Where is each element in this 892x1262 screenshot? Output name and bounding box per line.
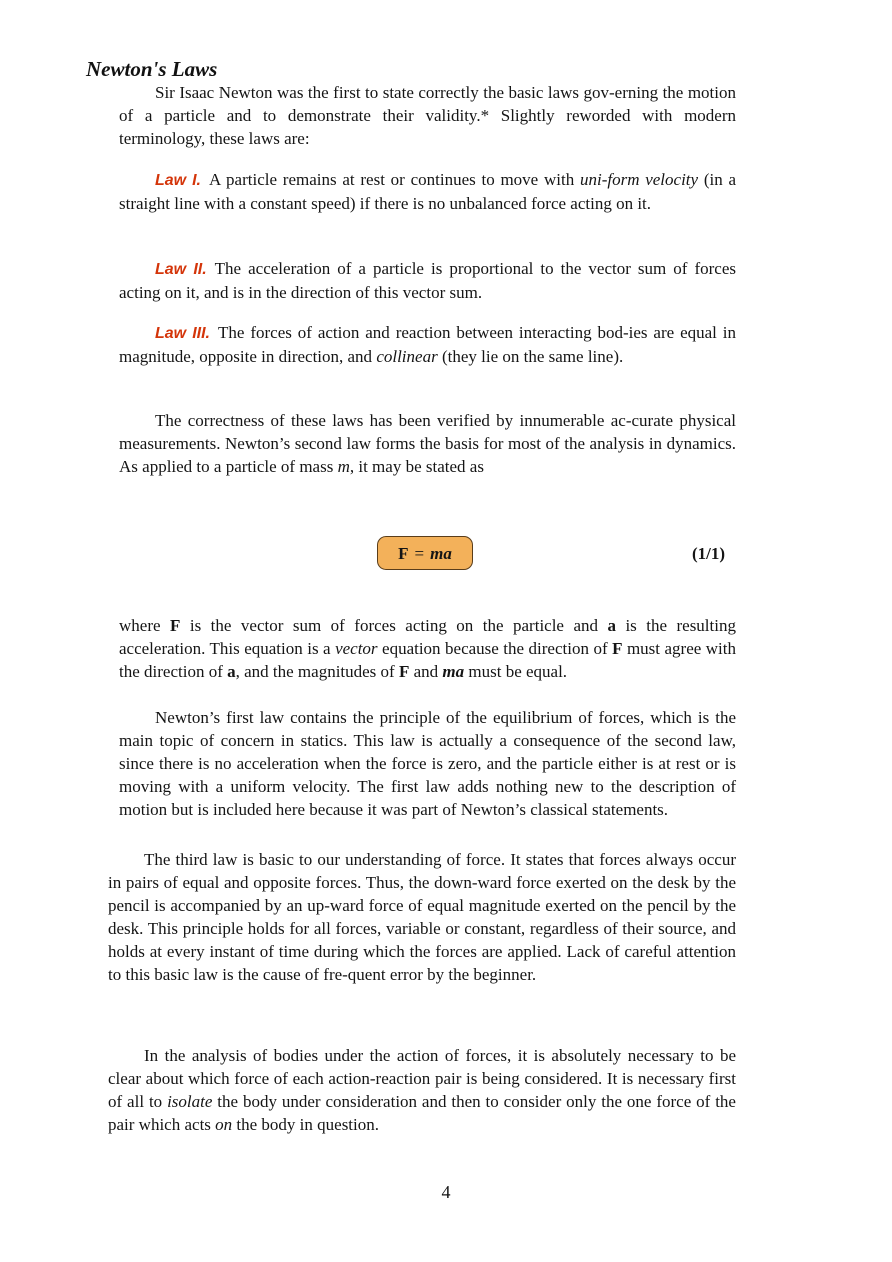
first-law-paragraph (119, 706, 736, 821)
vector-a-2: a (227, 662, 236, 681)
law-2-label: Law II. (155, 261, 207, 278)
law-3-paragraph (119, 321, 736, 368)
vector-a: a (607, 616, 616, 635)
vector-F-3: F (398, 662, 410, 681)
mass-variable: m (337, 457, 350, 476)
analysis-paragraph (108, 1044, 736, 1136)
law-1-label: Law I. (155, 172, 201, 189)
law-3-text-end: (they lie on the same line). (437, 347, 624, 366)
vector-F: F (170, 616, 181, 635)
law-1-text: A particle remains at rest or continues to move with (208, 170, 580, 189)
where-paragraph (119, 614, 736, 683)
law-1-paragraph (119, 168, 736, 215)
law-2-text: The acceleration of a particle is proportional to the vector sum of forces acting on it, and is in the direction of this vector sum. (119, 259, 736, 302)
where-text-8: must be equal. (464, 662, 568, 681)
where-text: where (119, 616, 170, 635)
where-text-3: is the resulting acceleration. This equation is a (119, 616, 736, 658)
law-1-text-end: (in a straight line with a constant speed) if there is no unbalanced force acting on it. (119, 170, 737, 213)
intro-paragraph (119, 81, 736, 150)
on-emphasis: on (215, 1115, 233, 1134)
vector-ma: ma (442, 662, 465, 681)
correctness-text: The correctness of these laws has been verified by innumerable ac-curate physical measurements. Newton’s second law forms the basis for most of the analysis in dynamics. As applied to a particle of mass (119, 411, 736, 476)
correctness-paragraph (119, 409, 736, 478)
where-text-5: must agree with the direction of (119, 639, 736, 681)
vector-F-2: F (612, 639, 623, 658)
section-heading: Newton's Laws (86, 57, 218, 81)
analysis-text-3: the body in question. (232, 1115, 380, 1134)
where-text-7: and (409, 662, 443, 681)
analysis-text-2: the body under consideration and then to consider only the one force of the pair which acts (108, 1092, 736, 1134)
correctness-text-end: , it may be stated as (349, 457, 484, 476)
equation-number: (1/1) (692, 544, 726, 563)
third-law-text: The third law is basic to our understanding of force. It states that forces always occur in pairs of equal and opposite forces. Thus, the down-ward force exerted on the desk by the pencil is accompanied by an up-ward force of equal magnitude exerted on the pencil by the desk. This principle holds for all forces, variable or constant, regardless of their source, and holds at every instant of time during which the forces are applied. Lack of careful attention to this basic law is the cause of fre-quent error by the beginner. (108, 850, 736, 984)
law-2-paragraph (119, 257, 736, 304)
law-3-text: The forces of action and reaction between interacting bod-ies are equal in magnitude, opposite in direction, and (119, 323, 737, 366)
equation-box (377, 536, 473, 570)
equation-lhs: F (398, 543, 409, 563)
where-text-4: equation because the direction of (377, 639, 613, 658)
law-3-emphasis: collinear (376, 347, 438, 366)
equation-sign: = (414, 543, 425, 563)
where-text-2: is the vector sum of forces acting on the particle and (180, 616, 608, 635)
law-1-emphasis: uni-form velocity (579, 170, 699, 189)
page-number: 4 (441, 1182, 451, 1202)
analysis-text: In the analysis of bodies under the action of forces, it is absolutely necessary to be clear about which force of each action-reaction pair is being considered. It is necessary first of all to (108, 1046, 736, 1111)
intro-text: Sir Isaac Newton was the first to state correctly the basic laws gov-erning the motion of a particle and to demonstrate their validity.* Slightly reworded with modern terminology, these laws are: (119, 83, 736, 148)
third-law-paragraph (108, 848, 736, 986)
vector-emphasis: vector (335, 639, 378, 658)
first-law-text: Newton’s first law contains the principle of the equilibrium of forces, which is the main topic of concern in statics. This law is actually a consequence of the second law, since there is no acceleration when the force is zero, and the particle either is at rest or is moving with a uniform velocity. The first law adds nothing new to the description of motion but is included here because it was part of Newton’s classical statements. (119, 708, 736, 819)
equation-rhs: ma (430, 543, 452, 563)
isolate-emphasis: isolate (167, 1092, 213, 1111)
where-text-6: , and the magnitudes of (235, 662, 399, 681)
law-3-label: Law III. (155, 325, 210, 342)
